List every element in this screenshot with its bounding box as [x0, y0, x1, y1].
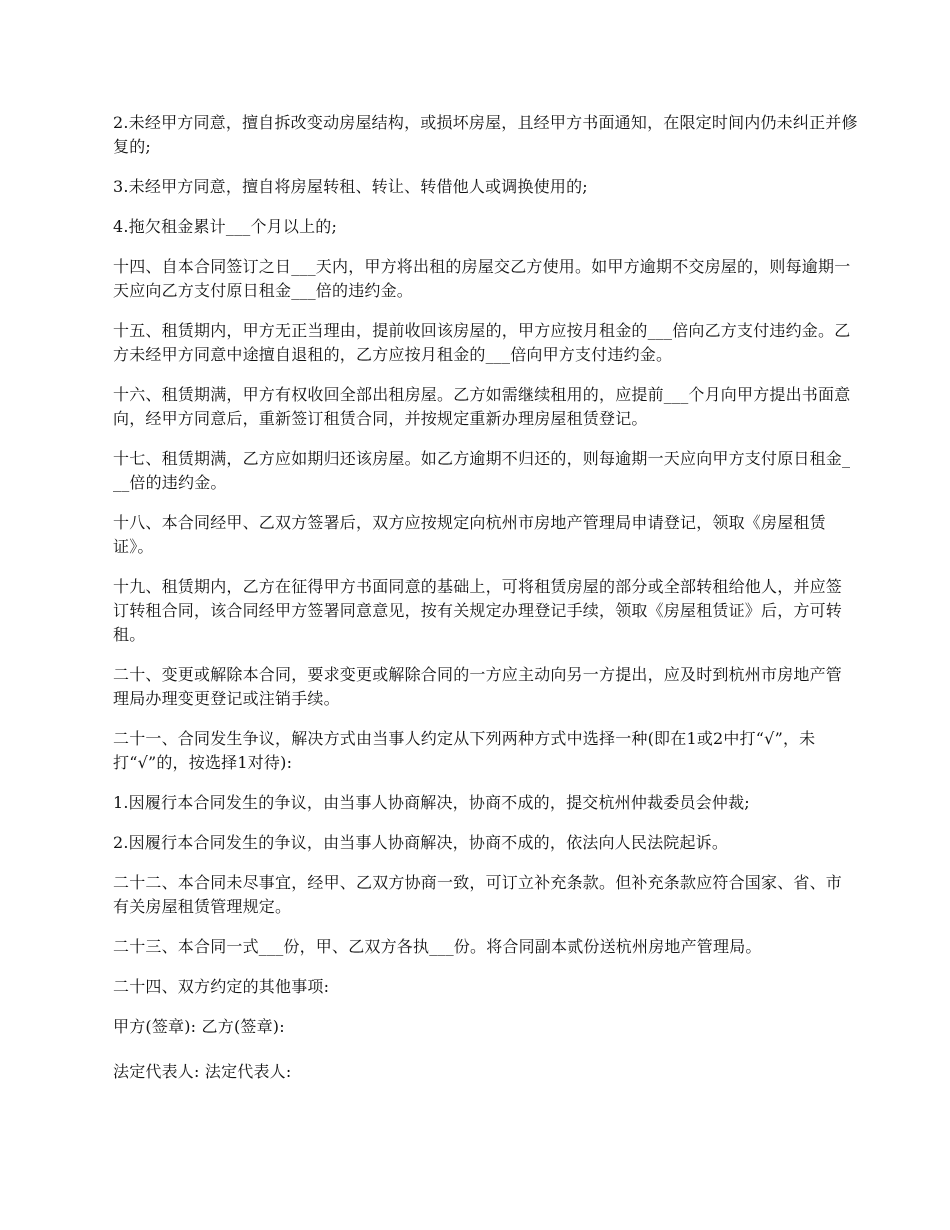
- clause-21-option-2: 2.因履行本合同发生的争议，由当事人协商解决，协商不成的，依法向人民法院起诉。: [113, 833, 729, 852]
- clause-23: 二十三、本合同一式___份，甲、乙双方各执___份。将合同副本贰份送杭州房地产管理局。: [113, 937, 762, 956]
- clause-22: 二十二、本合同未尽事宜，经甲、乙双方协商一致，可订立补充条款。但补充条款应符合国家、省、市有关房屋租赁管理规定。: [113, 873, 843, 916]
- clause-20: 二十、变更或解除本合同，要求变更或解除合同的一方应主动向另一方提出，应及时到杭州市房地产管理局办理变更登记或注销手续。: [113, 665, 843, 708]
- document-page: [113, 111, 858, 1105]
- clause-24: 二十四、双方约定的其他事项:: [113, 977, 330, 996]
- clause-item-3: 3.未经甲方同意，擅自将房屋转租、转让、转借他人或调换使用的;: [113, 177, 588, 196]
- clause-21-option-1: 1.因履行本合同发生的争议，由当事人协商解决，协商不成的，提交杭州仲裁委员会仲裁;: [113, 793, 750, 812]
- signature-representative-line: 法定代表人: 法定代表人:: [113, 1062, 292, 1081]
- clause-item-4: 4.拖欠租金累计___个月以上的;: [113, 217, 338, 236]
- clause-21: 二十一、合同发生争议，解决方式由当事人约定从下列两种方式中选择一种(即在1或2中打“√”，未打“√”的，按选择1对待):: [113, 729, 816, 772]
- clause-17: 十七、租赁期满，乙方应如期归还该房屋。如乙方逾期不归还的，则每逾期一天应向甲方支付原日租金___倍的违约金。: [113, 449, 851, 492]
- clause-item-2: 2.未经甲方同意，擅自拆改变动房屋结构，或损坏房屋，且经甲方书面通知，在限定时间内仍未纠正并修复的;: [113, 113, 858, 156]
- clause-19: 十九、租赁期内，乙方在征得甲方书面同意的基础上，可将租赁房屋的部分或全部转租给他人，并应签订转租合同，该合同经甲方签署同意意见，按有关规定办理登记手续，领取《房屋租赁证》后，方可转租。: [113, 577, 843, 644]
- signature-party-line: 甲方(签章): 乙方(签章):: [113, 1017, 285, 1036]
- clause-15: 十五、租赁期内，甲方无正当理由，提前收回该房屋的，甲方应按月租金的___倍向乙方支付违约金。乙方未经甲方同意中途擅自退租的，乙方应按月租金的___倍向甲方支付违约金。: [113, 321, 851, 364]
- clause-16: 十六、租赁期满，甲方有权收回全部出租房屋。乙方如需继续租用的，应提前___个月向甲方提出书面意向，经甲方同意后，重新签订租赁合同，并按规定重新办理房屋租赁登记。: [113, 385, 851, 428]
- clause-14: 十四、自本合同签订之日___天内，甲方将出租的房屋交乙方使用。如甲方逾期不交房屋的，则每逾期一天应向乙方支付原日租金___倍的违约金。: [113, 257, 851, 300]
- clause-18: 十八、本合同经甲、乙双方签署后，双方应按规定向杭州市房地产管理局申请登记，领取《房屋租赁证》。: [113, 513, 826, 556]
